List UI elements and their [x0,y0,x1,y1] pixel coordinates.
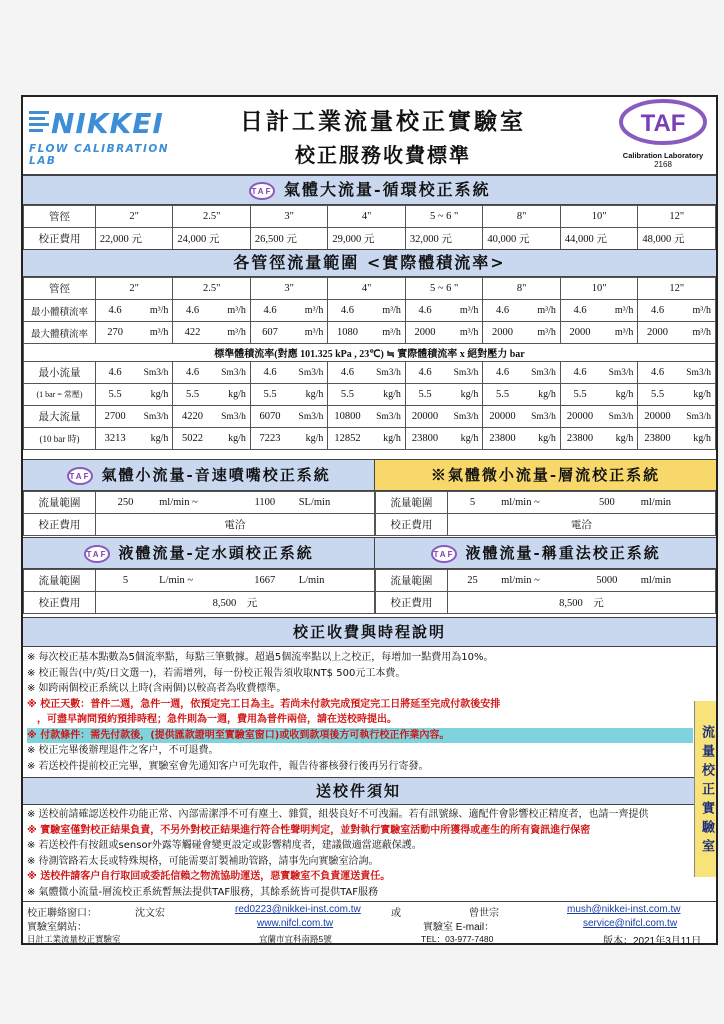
min-volume-label: 最小體積流率 [24,300,96,322]
contact2-name: 曾世宗 [469,908,499,919]
table-row [24,570,375,592]
fee-label: 校正費用 [376,514,448,536]
liquid-head-title-band [23,537,375,569]
value-cell: 23800 [560,428,599,450]
unit-cell: Sm3/h [289,362,328,384]
liquid-weigh-title-band [375,537,716,569]
small-gas-title: 氣體小流量-音速噴嘴校正系統 [101,466,331,484]
ranges-title-band [23,249,716,277]
std-note: 標準體積流率(對應 101.325 kPa , 23℃) ≒ 實際體積流率 x 絕對壓力 bar [24,344,716,362]
fee-cell: 48,000 元 [638,228,716,250]
note-line: ，可盡早詢問預約預排時程；急件則為一週，費用為普件兩倍，請在送校時提出。 [27,714,397,725]
lab-email-link[interactable]: service@nifcl.com.tw [583,918,678,929]
small-gas-title-band [23,459,375,491]
table-row [376,592,716,614]
range-unit: ml/min [637,492,716,514]
value-cell: 5.5 [638,384,677,406]
note-line: ※ 如跨兩個校正系統以上時(含兩個)以較高者為收費標準。 [27,683,287,694]
range-min: 5 [447,492,497,514]
unit-cell: Sm3/h [599,406,638,428]
lab-email-label: 實驗室 E-mail： [423,922,495,933]
fee-cell: 40,000 元 [483,228,561,250]
value-cell: 422 [173,322,212,344]
unit-cell: kg/h [212,384,251,406]
ranges-title: 各管徑流量範圍 <實際體積流率> [233,253,506,272]
range-unit: SL/min [295,492,375,514]
note-line: ※ 每次校正基本點數為5個流率點，每點三筆數據。超過5個流率點以上之校正，每增加一點費用為10%。 [27,652,494,663]
contact1-email-link[interactable]: red0223@nikkei-inst.com.tw [235,904,361,915]
unit-cell: m³/h [599,322,638,344]
unit-cell: m³/h [677,300,716,322]
value-cell: 5.5 [405,384,444,406]
range-unit: ml/min ~ [155,492,235,514]
note-line: ※ 實驗室僅對校正結果負責，不另外對校正結果進行符合性聲明判定，並對執行實驗室活動中所獲得或產生的所有資訊進行保密 [27,824,591,836]
note-line: ※ 氣體微小流量-層流校正系統暫無法提供TAF服務，其餘系統皆可提供TAF服務 [27,886,379,898]
value-cell: 4.6 [405,300,444,322]
fee-label: 校正費用 [24,228,96,250]
range-unit: ml/min [637,570,716,592]
fee-cell: 32,000 元 [405,228,483,250]
unit-cell: kg/h [677,384,716,406]
table-row [24,592,375,614]
table-row [24,278,716,300]
size-cell: 2.5" [173,278,250,300]
table-row [24,228,716,250]
unit-cell: m³/h [522,322,561,344]
size-cell: 4" [328,278,406,300]
value-cell: 4.6 [638,362,677,384]
table-row [24,384,716,406]
table-row [24,514,375,536]
taf-small-icon [430,544,458,564]
max-flow-sub: (10 bar 時) [24,428,96,450]
unit-cell: Sm3/h [522,406,561,428]
value-cell: 2000 [483,322,522,344]
value-cell: 270 [95,322,134,344]
size-cell: 10" [560,278,638,300]
value-cell: 4.6 [250,300,289,322]
unit-cell: m³/h [289,322,328,344]
side-label: 流量校正實驗室 [694,701,716,877]
fee-unit: 元 [593,598,604,609]
shipping-title: 送校件須知 [315,782,401,800]
large-gas-title-band [23,175,716,205]
range-label: 流量範圍 [376,570,448,592]
nikkei-logo [25,103,175,167]
size-label: 管徑 [24,278,96,300]
unit-cell: m³/h [677,322,716,344]
range-label: 流量範圍 [376,492,448,514]
value-cell: 5.5 [560,384,599,406]
unit-cell: Sm3/h [444,362,483,384]
min-flow-sub: (1 bar = 常壓) [24,384,96,406]
liquid-head-title: 液體流量-定水頭校正系統 [118,544,314,562]
value-cell: 10800 [328,406,367,428]
min-flow-label: 最小流量 [24,362,96,384]
max-flow-label: 最大流量 [24,406,96,428]
footer [23,901,716,945]
value-cell: 607 [250,322,289,344]
unit-cell: kg/h [367,384,406,406]
size-cell: 5 ~ 6 " [405,206,483,228]
value-cell: 6070 [250,406,289,428]
value-cell: 4.6 [250,362,289,384]
note-line: ※ 校正報告(中/英/日文選一)，若需增列，每一份校正報告須收取NT$ 500元工本費。 [27,667,406,679]
note-line: ※ 若送校件有按鈕或sensor外露等觸碰會變更設定或影響精度者，建議做適當遮蔽保護。 [27,840,422,851]
liquid-weigh-title: 液體流量-稱重法校正系統 [465,544,661,562]
shipping-notes [23,807,693,900]
svg-text:TAF: TAF [251,186,273,196]
unit-cell: Sm3/h [289,406,328,428]
brand-top: NIKKEI [51,107,164,140]
value-cell: 4.6 [638,300,677,322]
range-max: 1667 [235,570,295,592]
value-cell: 4.6 [483,362,522,384]
value-cell: 4.6 [328,362,367,384]
note-line: ※ 若送校件提前校正完畢，實驗室會先通知客户可先取件，報告待審核發行後再另行寄發。 [27,760,429,772]
table-row [24,406,716,428]
unit-cell: Sm3/h [212,406,251,428]
value-cell: 5.5 [328,384,367,406]
value-cell: 20000 [638,406,677,428]
size-cell: 10" [560,206,638,228]
unit-cell: kg/h [134,384,173,406]
unit-cell: Sm3/h [677,406,716,428]
fee-value: 電洽 [447,514,715,536]
unit-cell: Sm3/h [212,362,251,384]
table-row [24,206,716,228]
range-min: 5 [95,570,155,592]
value-cell: 2000 [638,322,677,344]
micro-gas-title-band [375,459,716,491]
unit-cell: Sm3/h [134,362,173,384]
range-max: 1100 [235,492,295,514]
size-cell: 12" [638,206,716,228]
value-cell: 4.6 [560,300,599,322]
fee-value [447,592,715,614]
contact-label: 校正聯絡窗口： [27,908,97,919]
shipping-title-band [23,777,694,805]
value-cell: 5.5 [173,384,212,406]
value-cell: 20000 [405,406,444,428]
unit-cell: Sm3/h [134,406,173,428]
value-cell: 3213 [95,428,134,450]
taf-badge [612,99,714,171]
range-unit: L/min [295,570,375,592]
unit-cell: m³/h [599,300,638,322]
unit-cell: kg/h [367,428,406,450]
fee-label: 校正費用 [376,592,448,614]
unit-cell: Sm3/h [367,406,406,428]
taf-caption: Calibration Laboratory [622,151,704,160]
table-row [24,428,716,450]
size-cell: 3" [250,206,328,228]
note-line: ※ 校正完畢後辦理退件之客户，不可退費。 [27,745,219,756]
taf-small-icon [66,466,94,486]
unit-cell: kg/h [444,428,483,450]
price-sheet [21,95,718,945]
taf-number: 2168 [654,160,672,169]
taf-small-icon [248,181,276,201]
unit-cell: kg/h [134,428,173,450]
unit-cell: kg/h [677,428,716,450]
lab-name: 日計工業流量校正實驗室 [27,934,121,944]
unit-cell: kg/h [289,428,328,450]
fee-label: 校正費用 [24,592,96,614]
note-line: ※ 待測管路若太長或特殊規格，可能需要訂製補助管路，請事先向實驗室洽詢。 [27,855,379,867]
value-cell: 5.5 [95,384,134,406]
size-label: 管徑 [24,206,96,228]
unit-cell: m³/h [134,322,173,344]
unit-cell: kg/h [599,384,638,406]
note-line: ※ 校正天數：普件二週，急件一週，依預定完工日為主。若尚未付款完成預定完工日將延至完成付款後安排 [27,698,501,710]
fee-unit: 元 [246,598,258,609]
large-gas-title: 氣體大流量-循環校正系統 [283,180,491,199]
size-cell: 5 ~ 6 " [405,278,483,300]
value-cell: 23800 [638,428,677,450]
value-cell: 20000 [560,406,599,428]
fee-label: 校正費用 [24,514,96,536]
unit-cell: Sm3/h [599,362,638,384]
version: 版本：2021年3月11日 [603,936,702,947]
fee-cell: 26,500 元 [250,228,328,250]
svg-text:TAF: TAF [86,550,108,559]
taf-logo-text: TAF [640,110,686,137]
value-cell: 4.6 [560,362,599,384]
range-min: 250 [95,492,155,514]
size-cell: 3" [250,278,327,300]
telephone: TEL：03-977-7480 [421,934,494,944]
size-cell: 2" [95,278,172,300]
fee-cell: 44,000 元 [560,228,638,250]
unit-cell: kg/h [444,384,483,406]
size-cell: 12" [638,278,716,300]
range-label: 流量範圍 [24,570,96,592]
or-text: 或 [391,908,401,919]
micro-gas-title: ※氣體微小流量-層流校正系統 [430,466,661,484]
website-link[interactable]: www.nifcl.com.tw [257,918,334,929]
unit-cell: kg/h [522,428,561,450]
header [23,97,716,175]
size-cell: 4" [328,206,406,228]
fee-cell: 24,000 元 [173,228,251,250]
unit-cell: m³/h [522,300,561,322]
address: 宜蘭市宜科南路5號 [259,934,332,944]
taf-logo-icon [618,99,708,145]
schedule-notes [23,650,693,774]
value-cell: 5022 [173,428,212,450]
large-gas-fee-table [23,205,716,250]
value-cell: 23800 [483,428,522,450]
fee-value: 電洽 [95,514,374,536]
brand-bottom: FLOW CALIBRATION LAB [29,143,170,167]
unit-cell: m³/h [289,300,328,322]
table-row [24,492,375,514]
size-cell: 8" [483,278,561,300]
fee-number: 8,500 [559,598,583,609]
value-cell: 2000 [405,322,444,344]
contact1-name: 沈文宏 [135,908,165,919]
unit-cell: m³/h [134,300,173,322]
max-volume-label: 最大體積流率 [24,322,96,344]
range-max: 500 [577,492,637,514]
micro-gas-table [375,491,716,536]
value-cell: 4.6 [328,300,367,322]
fee-cell: 22,000 元 [95,228,173,250]
value-cell: 4.6 [173,362,212,384]
fee-cell: 29,000 元 [328,228,406,250]
range-unit: L/min ~ [155,570,235,592]
unit-cell: m³/h [444,322,483,344]
unit-cell: m³/h [367,322,406,344]
size-cell: 8" [483,206,561,228]
table-row [24,362,716,384]
value-cell: 4.6 [95,300,134,322]
value-cell: 4.6 [483,300,522,322]
table-row [24,322,716,344]
note-line: ※ 送校前請確認送校件功能正常、內部需潔淨不可有塵土、雜質，組裝良好不可洩漏。若有訊號線、適配件會影響校正精度者，也請一齊提供 [27,809,649,820]
range-unit: ml/min ~ [497,570,577,592]
value-cell: 4.6 [405,362,444,384]
value-cell: 5.5 [250,384,289,406]
value-cell: 4.6 [173,300,212,322]
value-cell: 23800 [405,428,444,450]
range-max: 5000 [577,570,637,592]
table-row [376,570,716,592]
range-label: 流量範圍 [24,492,96,514]
note-line: ※ 付款條件：需先付款後，(提供匯款證明至實驗室窗口)或收到款項後方可執行校正作業內容。 [27,728,693,744]
range-unit: ml/min ~ [497,492,577,514]
size-cell: 2" [95,206,173,228]
table-row [376,492,716,514]
unit-cell: m³/h [444,300,483,322]
value-cell: 20000 [483,406,522,428]
unit-cell: Sm3/h [367,362,406,384]
fee-number: 8,500 [212,598,237,609]
unit-cell: kg/h [599,428,638,450]
page-title: 日計工業流量校正實驗室 [240,108,526,135]
unit-cell: kg/h [522,384,561,406]
unit-cell: m³/h [212,322,251,344]
note-line: ※ 送校件請客户自行取回或委託信賴之物流協助運送，惡實驗室不負責運送責任。 [27,871,391,882]
taf-small-icon [83,544,111,564]
table-row [24,344,716,362]
unit-cell: m³/h [212,300,251,322]
liquid-weigh-table [375,569,716,614]
svg-text:TAF: TAF [69,472,91,481]
value-cell: 1080 [328,322,367,344]
unit-cell: kg/h [212,428,251,450]
value-cell: 5.5 [483,384,522,406]
fee-value [95,592,374,614]
unit-cell: Sm3/h [677,362,716,384]
range-min: 25 [447,570,497,592]
schedule-title-band [23,617,716,647]
value-cell: 4.6 [95,362,134,384]
value-cell: 2700 [95,406,134,428]
unit-cell: m³/h [367,300,406,322]
svg-text:TAF: TAF [433,550,455,559]
liquid-head-table [23,569,375,614]
size-cell: 2.5" [173,206,251,228]
unit-cell: kg/h [289,384,328,406]
value-cell: 2000 [560,322,599,344]
unit-cell: Sm3/h [522,362,561,384]
page-subtitle: 校正服務收費標準 [295,143,471,167]
value-cell: 12852 [328,428,367,450]
schedule-title: 校正收費與時程說明 [292,623,446,641]
ranges-table [23,277,716,450]
value-cell: 7223 [250,428,289,450]
website-label: 實驗室網站： [27,922,87,933]
value-cell: 4220 [173,406,212,428]
unit-cell: Sm3/h [444,406,483,428]
table-row [24,300,716,322]
contact2-email-link[interactable]: mush@nikkei-inst.com.tw [567,904,681,915]
table-row [376,514,716,536]
small-gas-table [23,491,375,536]
